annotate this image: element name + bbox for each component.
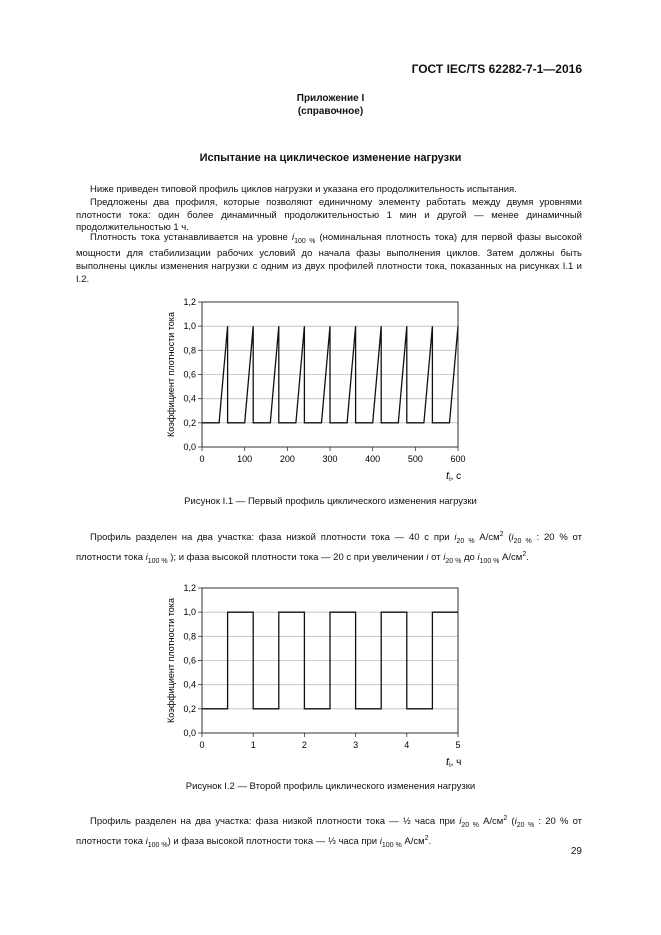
chart-figure-2 bbox=[160, 582, 480, 772]
chart2-x-tick-label: 1 bbox=[250, 740, 256, 750]
p3-text-a: Плотность тока устанавливается на уровне bbox=[90, 232, 292, 243]
paragraph-2: Предложены два профиля, которые позволяют единичному элементу работать между двумя уровнями плотности тока: один более динамичный продолжительностью 1 мин и другой — менее динамичный продолжительностью 1 ч. bbox=[76, 197, 582, 234]
p4-t3: ( bbox=[503, 532, 512, 544]
chart1-x-tick-label: 600 bbox=[450, 454, 466, 464]
p4-t4: : 20 % от плотности тока bbox=[76, 532, 582, 563]
chart1-x-tick-label: 400 bbox=[365, 454, 381, 464]
p5-i2: i bbox=[514, 816, 517, 828]
figure-1-caption: Рисунок I.1 — Первый профиль циклического изменения нагрузки bbox=[184, 496, 477, 507]
annex-subtitle: (справочное) bbox=[297, 106, 364, 117]
section-title: Испытание на циклическое изменение нагрузки bbox=[199, 152, 462, 164]
chart1-y-tick-label: 0,6 bbox=[183, 369, 196, 380]
chart1-y-tick-label: 1,0 bbox=[183, 321, 196, 332]
p5-i1: i bbox=[459, 816, 462, 828]
p5-t2: А/см bbox=[478, 816, 504, 828]
p4-s5: 20 % bbox=[445, 557, 462, 565]
chart-figure-1 bbox=[160, 296, 480, 486]
p5-t3: ( bbox=[507, 816, 515, 828]
chart2-y-ticks bbox=[183, 583, 202, 738]
chart2-x-axis-sub: i bbox=[449, 762, 451, 769]
p4-sup8: 2 bbox=[522, 550, 527, 558]
figure-2-caption: Рисунок I.2 — Второй профиль циклического изменения нагрузки bbox=[185, 781, 476, 792]
chart2-y-tick-label: 0,8 bbox=[183, 631, 196, 642]
chart1-x-tick-label: 300 bbox=[322, 454, 338, 464]
chart1-y-tick-label: 0,8 bbox=[183, 345, 196, 356]
p5-t6: А/см bbox=[401, 835, 425, 847]
chart1-x-axis-sub: i bbox=[449, 476, 451, 483]
chart2-y-tick-label: 0,4 bbox=[183, 679, 196, 690]
chart1-x-axis-unit: , с bbox=[450, 471, 462, 482]
p5-t1: Профиль разделен на два участка: фаза низкой плотности тока — ½ часа при bbox=[90, 816, 460, 828]
p4-t1: Профиль разделен на два участка: фаза низкой плотности тока — 40 с при bbox=[90, 532, 455, 544]
chart2-x-ticks bbox=[199, 733, 460, 750]
p4-s2: 20 % bbox=[513, 538, 532, 546]
annex-title: Приложение I bbox=[296, 93, 365, 104]
chart2-y-tick-label: 0,0 bbox=[183, 728, 196, 738]
chart2-y-tick-label: 0,2 bbox=[183, 703, 196, 714]
p4-t5: ); и фаза высокой плотности тока — 20 с при увеличении bbox=[167, 551, 427, 563]
p4-t2: А/см bbox=[474, 532, 500, 544]
document-header: ГОСТ IEC/TS 62282-7-1—2016 bbox=[411, 62, 582, 76]
chart1-y-ticks bbox=[183, 297, 202, 452]
chart1-y-axis-label: Коэффициент плотности тока bbox=[166, 312, 176, 437]
chart1-x-axis-label bbox=[446, 470, 461, 483]
p5-t5: ) и фаза высокой плотности тока — ⅓ часа при bbox=[167, 835, 380, 847]
chart1-y-tick-label: 0,0 bbox=[183, 442, 196, 452]
paragraph-3 bbox=[76, 232, 582, 286]
chart2-y-tick-label: 0,6 bbox=[183, 655, 196, 666]
chart2-x-axis-var: t bbox=[446, 756, 450, 768]
p5-t4: : 20 % от плотности тока bbox=[76, 816, 582, 847]
p5-s4: 100 % bbox=[381, 841, 402, 849]
p4-i1: i bbox=[454, 532, 457, 544]
p4-i4: i bbox=[426, 551, 429, 563]
chart1-y-tick-label: 0,4 bbox=[183, 393, 196, 404]
p3-text-b: (номинальная плотность тока) для первой фазы высокой мощности для стабилизации рабочих условий до начала фазы выполнения циклов. Затем должны быть выполнены циклы изменения нагрузки с одним из двух профилей плотности тока, показанных на рисунках I.1 и I.2. bbox=[76, 232, 582, 285]
chart1-x-tick-label: 200 bbox=[279, 454, 295, 464]
p4-i3: i bbox=[145, 551, 148, 563]
chart2-x-axis-unit: , ч bbox=[450, 757, 462, 768]
chart1-x-tick-label: 0 bbox=[199, 454, 205, 464]
chart1-x-tick-label: 100 bbox=[237, 454, 253, 464]
p4-i6: i bbox=[477, 551, 480, 563]
p4-s6: 100 % bbox=[479, 557, 500, 565]
p5-s3: 100 % bbox=[147, 841, 168, 849]
paragraph-4 bbox=[76, 529, 582, 568]
chart2-y-tick-label: 1,2 bbox=[183, 583, 196, 593]
p5-sup6: 2 bbox=[424, 834, 429, 842]
p4-t9: . bbox=[526, 551, 529, 563]
page-number: 29 bbox=[570, 846, 582, 857]
chart1-y-tick-label: 1,2 bbox=[183, 297, 196, 307]
chart2-x-tick-label: 3 bbox=[353, 740, 359, 750]
p4-i2: i bbox=[511, 532, 514, 544]
chart1-x-ticks bbox=[199, 447, 465, 464]
p5-s2: 20 % bbox=[516, 822, 535, 830]
p4-t6: от bbox=[428, 551, 444, 563]
p4-sup2: 2 bbox=[499, 531, 504, 538]
chart2-y-tick-label: 1,0 bbox=[183, 607, 196, 618]
chart2-x-tick-label: 0 bbox=[199, 740, 205, 750]
p4-i5: i bbox=[443, 551, 446, 563]
chart2-x-tick-label: 5 bbox=[455, 740, 461, 750]
p5-i4: i bbox=[379, 835, 382, 847]
chart2-x-axis-label bbox=[446, 756, 461, 769]
chart1-x-tick-label: 500 bbox=[407, 454, 423, 464]
chart2-y-axis-label: Коэффициент плотности тока bbox=[166, 598, 176, 723]
p4-t7: до bbox=[461, 551, 478, 563]
chart1-y-tick-label: 0,2 bbox=[183, 417, 196, 428]
paragraph-1: Ниже приведен типовой профиль циклов нагрузки и указана его продолжительность испытания. bbox=[90, 184, 517, 195]
chart2-x-tick-label: 2 bbox=[301, 740, 307, 750]
paragraph-5 bbox=[76, 813, 582, 852]
chart1-x-axis-var: t bbox=[446, 470, 450, 482]
p3-current-sub: 100 % bbox=[294, 237, 316, 245]
p3-current-symbol: i bbox=[291, 232, 295, 243]
p5-t7: . bbox=[428, 835, 432, 847]
p4-t8: А/см bbox=[499, 551, 523, 563]
p4-s3: 100 % bbox=[147, 557, 168, 565]
p5-i3: i bbox=[145, 835, 148, 847]
chart2-x-tick-label: 4 bbox=[404, 740, 410, 750]
p4-s1: 20 % bbox=[456, 538, 475, 546]
p5-sup2: 2 bbox=[503, 815, 508, 822]
p5-s1: 20 % bbox=[461, 822, 479, 830]
